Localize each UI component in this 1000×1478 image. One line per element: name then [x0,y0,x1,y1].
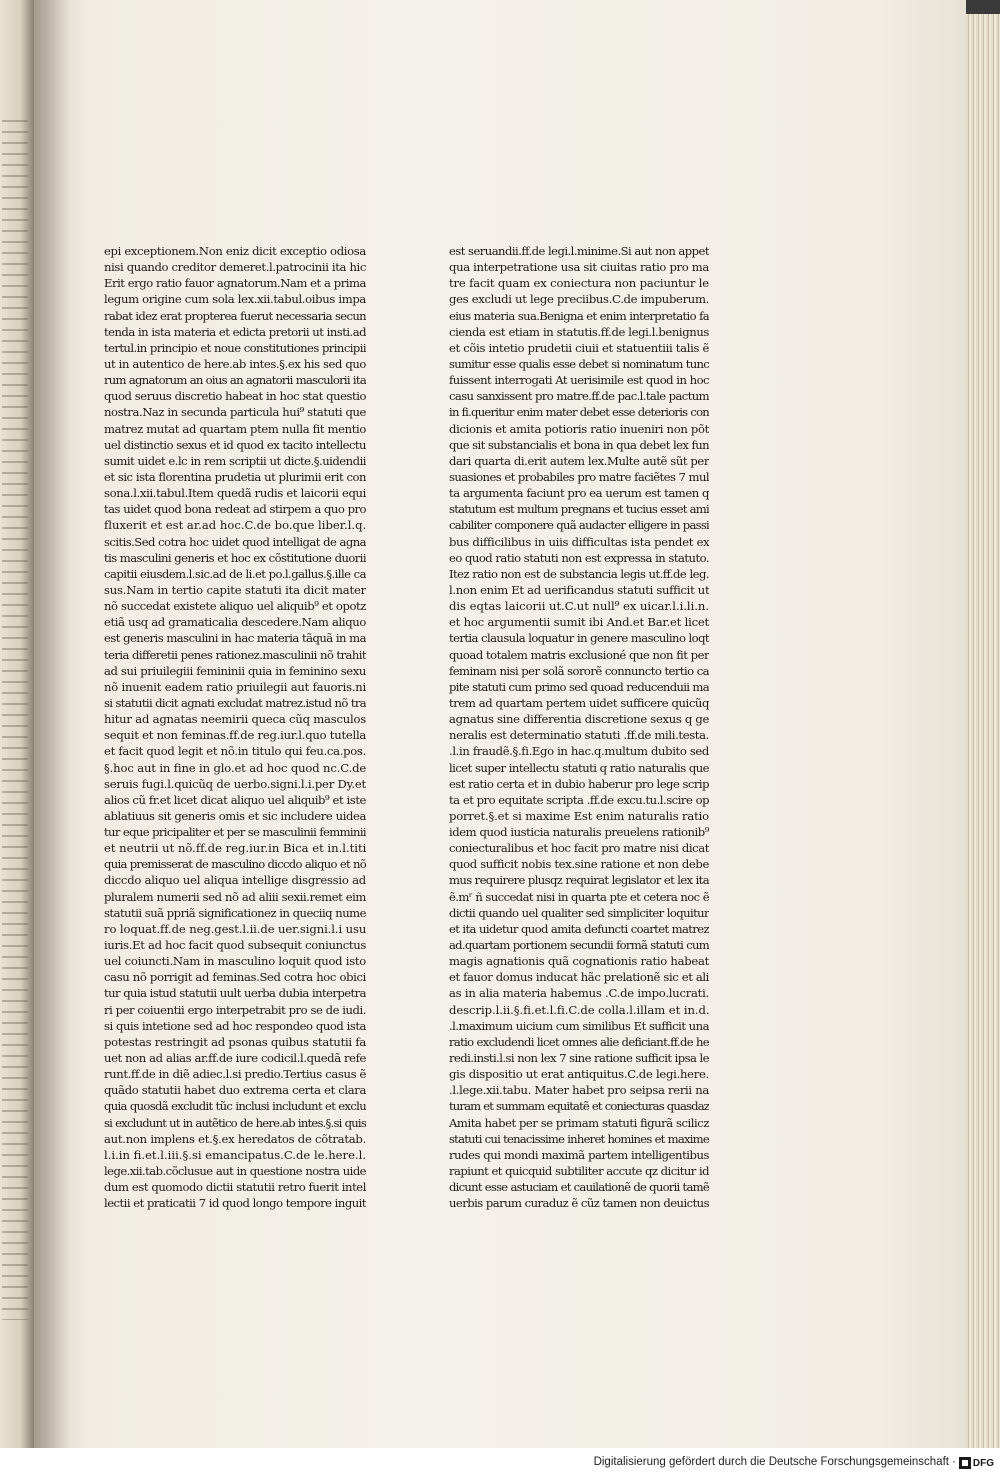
text-line: in fi.queritur enim mater debet esse deterioris con [449,405,709,420]
text-line: quod sufficit nobis tex.sine ratione et non debe [449,857,709,872]
text-line: quod seruus discretio habeat in hoc stat questio [104,389,366,404]
text-line: ablatiuus sit generis omis et sic includere uidea [104,808,366,823]
text-line: agnatus sine differentia discretione sexus q ge [449,712,709,727]
text-line: sequit et non feminas.ff.de reg.iur.l.quo tutella [104,728,366,743]
text-line: lectii et praticatii 7 id quod longo tempore inguit [104,1196,366,1211]
text-line: quãdo statutii habet duo extrema certa et clara [104,1083,366,1098]
text-line: sus.Nam in tertio capite statuti ita dicit mater [104,582,366,597]
text-line: est ratio certa et in dubio haberur pro lege scrip [449,776,709,791]
text-line: ges excludi ut lege preciibus.C.de impuberum. [449,292,709,307]
text-line: est generis masculini in hac materia tãquã in ma [104,631,366,646]
text-line: ad.quartam portionem secundii formã statuti cum [449,938,709,953]
text-line: eius materia sua.Benigna et enim interpretatio fa [449,308,709,323]
text-line: idem quod iusticia naturalis preuelens rationib⁹ [449,825,709,840]
text-line: trem ad quartam pertem uidet sufficere quicũq [449,695,709,710]
text-line: lege.xii.tab.cõclusue aut in questione nostra uide [104,1164,366,1179]
text-line: .l.maximum uicium cum similibus Et sufficit una [449,1018,709,1033]
text-line: et cõis intetio prudetii ciuii et statuentiii talis ẽ [449,340,709,355]
text-line: rapiunt et quicquid subtiliter accute qz dicitur id [449,1164,709,1179]
text-line: tis masculini generis et hoc ex cõstitutione duorii [104,550,366,565]
text-column-right [449,243,709,1211]
text-line: aut.non implens et.§.ex heredatos de cõtratab. [104,1131,366,1146]
text-line: ut in autentico de here.ab intes.§.ex his sed quo [104,356,366,371]
text-line: tertul.in principio et noue constitutiones principii [104,340,366,355]
text-line: pite statuti cum primo sed quoad reducenduii ma [449,679,709,694]
facing-page-text-traces [2,120,28,1320]
dfg-logo-text: DFG [972,1457,994,1469]
text-line: porret.§.et si maxime Est enim naturalis ratio [449,808,709,823]
text-line: Amita habet per se primam statuti figurã scilicz [449,1115,709,1130]
text-line: uel distinctio sexus et id quod ex tacito intellectu [104,437,366,452]
text-line: iuris.Et ad hoc facit quod subsequit coniunctus [104,938,366,953]
text-line: §.hoc aut in fine in glo.et ad hoc quod nc.C.de [104,760,366,775]
text-line: potestas restringit ad psonas quibus statutii fa [104,1034,366,1049]
text-line: statuti cui tenacissime inheret homines et maxime [449,1131,709,1146]
text-line: quia quosdã excludit tũc inclusi includunt et exclu [104,1099,366,1114]
text-line: tre facit quam ex coniectura non paciuntur le [449,276,709,291]
text-line: uet non ad alias ar.ff.de iure codicil.l.quedã refe [104,1051,366,1066]
text-line: teria differetii penes rationez.masculinii nõ trahit [104,647,366,662]
text-line: gis dispositio ut erat antiquitus.C.de legi.here. [449,1067,709,1082]
text-line: rudes qui mondi maximã partem intelligentibus [449,1147,709,1162]
text-line: sona.l.xii.tabul.Item quedã rudis et laicorii equi [104,486,366,501]
text-line: nõ inuenit eadem ratio priuilegii aut fauoris.ni [104,679,366,694]
text-line: tur eque pricipaliter et per se masculinii femminii [104,825,366,840]
text-line: pluralem numerii sed nõ ad aliii sexii.remet eim [104,889,366,904]
text-line: runt.ff.de in diẽ adiec.l.si predio.Tertius casus ẽ [104,1067,366,1082]
text-line: uel coiuncti.Nam in masculino loquit quod isto [104,954,366,969]
text-line: sumit uidet e.lc in rem scriptii ut dicte.§.uidendii [104,453,366,468]
text-line: licet super intellectu statuti q ratio naturalis que [449,760,709,775]
text-line: turam et summam equitatẽ et coniecturas quasdaz [449,1099,709,1114]
text-line: nisi quando creditor demeret.l.patrocinii ita hic [104,260,366,275]
text-line: que sit substancialis et bona in qua debet lex fun [449,437,709,452]
text-line: ratio excludendi licet omnes alie deficiant.ff.de he [449,1034,709,1049]
text-line: epi exceptionem.Non eniz dicit exceptio odiosa [104,244,366,258]
text-line: et facit quod legit et nõ.in titulo qui feu.ca.pos. [104,744,366,759]
facing-page-edge [0,0,34,1448]
text-line: quoad totalem matris exclusioné que non fit per [449,647,709,662]
footer-bar [0,1448,1000,1478]
text-line: ẽ.mʳ ñ succedat nisi in quarta pte et cetera noc ẽ [449,889,709,904]
text-line: etiã usq ad gramaticalia descedere.Nam aliquo [104,615,366,630]
text-line: suasiones et probabiles pro matre faciẽtes 7 mul [449,469,709,484]
text-line: tertia clausula loquatur in genere masculino loqt [449,631,709,646]
text-line: tas uidet quod bona redeat ad stirpem a quo pro [104,502,366,517]
text-column-left [104,243,366,1211]
text-line: .l.in fraudẽ.§.fi.Ego in hac.q.multum dubito sed [449,744,709,759]
text-line: l.i.in fi.et.l.iii.§.si emancipatus.C.de le.here.l. [104,1147,366,1162]
text-line: si quis intetione sed ad hoc respondeo quod ista [104,1018,366,1033]
text-line: Itez ratio non est de substancia legis ut.ff.de leg. [449,566,709,581]
text-line: ri per coiuentii ergo interpetrabit pro se de iudi. [104,1002,366,1017]
text-line: legum origine cum sola lex.xii.tabul.oibus impa [104,292,366,307]
text-line: et neutrii ut nõ.ff.de reg.iur.in Bica et in.l.titi [104,841,366,856]
text-line: qua interpetratione usa sit ciuitas ratio pro ma [449,260,709,275]
text-line: et hoc argumentii sumit ibi And.et Bar.et licet [449,615,709,630]
fore-edge-pages [966,14,1000,1448]
text-line: ta argumenta faciunt pro ea uerum est tamen q [449,486,709,501]
text-line: rum agnatorum an oius an agnatorii masculorii ita [104,373,366,388]
dfg-logo [959,1455,994,1471]
text-line: bus difficilibus in uiis difficultas ista pendet ex [449,534,709,549]
text-line: nõ succedat existete aliquo uel aliquib⁹ et opotz [104,599,366,614]
text-line: feminam nisi per solã sororẽ connuncto tertio ca [449,663,709,678]
text-line: si excludunt ut in autẽtico de here.ab intes.§.si quis [104,1115,366,1130]
text-line: tenda in ista materia et edicta pretorii ut insti.ad [104,324,366,339]
text-line: dicionis et amita potioris ratio inueniri non põt [449,421,709,436]
text-line: mus requirere plusqz requirat legislator et lex ita [449,873,709,888]
text-line: neralis est determinatio statuti .ff.de mili.testa. [449,728,709,743]
text-line: ta et pro equitate scripta .ff.de excu.tu.l.scire op [449,792,709,807]
text-line: statutii suã ppriã significationez in queciiq nume [104,905,366,920]
text-line: redi.insti.l.si non lex 7 sine ratione sufficit ipsa le [449,1051,709,1066]
text-line: ad sui priuilegiii femininii quia in feminino sexu [104,663,366,678]
text-line: fuissent interrogati At uerisimile est quod in hoc [449,373,709,388]
text-line: cienda est etiam in statutis.ff.de legi.l.benignus [449,324,709,339]
gutter-shadow [34,0,70,1448]
text-line: fluxerit et est ar.ad hoc.C.de bo.que liber.l.q. [104,518,366,533]
text-line: diccdo aliquo uel aliqua intellige disgressio ad [104,873,366,888]
text-line: .l.lege.xii.tabu. Mater habet pro seipsa rerii na [449,1083,709,1098]
text-line: eo quod ratio statuti non est expressa in statuto. [449,550,709,565]
text-line: nostra.Naz in secunda particula hui⁹ statuti que [104,405,366,420]
text-line: ro loquat.ff.de neg.gest.l.ii.de uer.signi.l.i usu [104,921,366,936]
text-line: dis eqtas laicorii ut.C.ut null⁹ ex uicar.l.i.li.n. [449,599,709,614]
text-line: rabat idez erat propterea fuerut necessaria secun [104,308,366,323]
text-line: seruis fugi.l.quicũq de uerbo.signi.l.i.per Dy.et [104,776,366,791]
text-line: quia premisserat de masculino diccdo aliquo et nõ [104,857,366,872]
text-line: cabiliter componere quã audacter elligere in passi [449,518,709,533]
text-line: dari quarta di.erit autem lex.Multe autẽ sũt per [449,453,709,468]
text-line: alios cũ fr.et licet dicat aliquo uel aliquib⁹ et iste [104,792,366,807]
text-line: dum est quomodo dictii statutii retro fuerit intel [104,1180,366,1195]
text-line: as in alia materia habemus .C.de impo.lucrati. [449,986,709,1001]
text-line: coniecturalibus et hoc facit pro matre nisi dicat [449,841,709,856]
text-line: matrez mutat ad quartam ptem nulla fit mentio [104,421,366,436]
text-line: tur quia istud statutii uult uerba dubia interpetra [104,986,366,1001]
text-line: si statutii dicit agnati excludat matrez.istud nõ tra [104,695,366,710]
text-line: scitis.Sed cotra hoc uidet quod intelligat de agna [104,534,366,549]
text-line: statutum est multum pregnans et tucius esset ami [449,502,709,517]
text-line: capitii eiusdem.l.sic.ad de li.et po.l.gallus.§.ille ca [104,566,366,581]
text-line: descrip.l.ii.§.fi.et.l.fi.C.de colla.l.illam et in.d. [449,1002,709,1017]
text-line: casu sanxissent pro matre.ff.de pac.l.tale pactum [449,389,709,404]
text-line: dicunt esse astuciam et cauilationẽ de quorii tamẽ [449,1180,709,1195]
text-line: uerbis parum curaduz ẽ cũz tamen non deuictus [449,1196,709,1211]
text-line: casu nõ porrigit ad feminas.Sed cotra hoc obici [104,970,366,985]
text-line: l.non enim Et ad uerificandus statuti sufficit ut [449,582,709,597]
text-line: hitur ad agnatas neemirii queca cũq masculos [104,712,366,727]
text-line: Erit ergo ratio fauor agnatorum.Nam et a prima [104,276,366,291]
funding-credit: Digitalisierung gefördert durch die Deutsche Forschungsgemeinschaft · [593,1456,956,1468]
text-line: magis agnationis quã cognationis ratio habeat [449,954,709,969]
text-line: est seruandii.ff.de legi.l.minime.Si aut non appet [449,244,709,258]
text-line: sumitur esse qualis esse debet si nominatum tunc [449,356,709,371]
dfg-logo-icon [959,1457,971,1469]
text-line: dictii quando uel qualiter sed simpliciter loquitur [449,905,709,920]
text-line: et ita uidetur quod amita defuncti coartet matrez [449,921,709,936]
text-line: et fauor domus inducat hãc prelationẽ sic et ali [449,970,709,985]
text-line: et sic ista florentina prudetia ut plurimii erit con [104,469,366,484]
